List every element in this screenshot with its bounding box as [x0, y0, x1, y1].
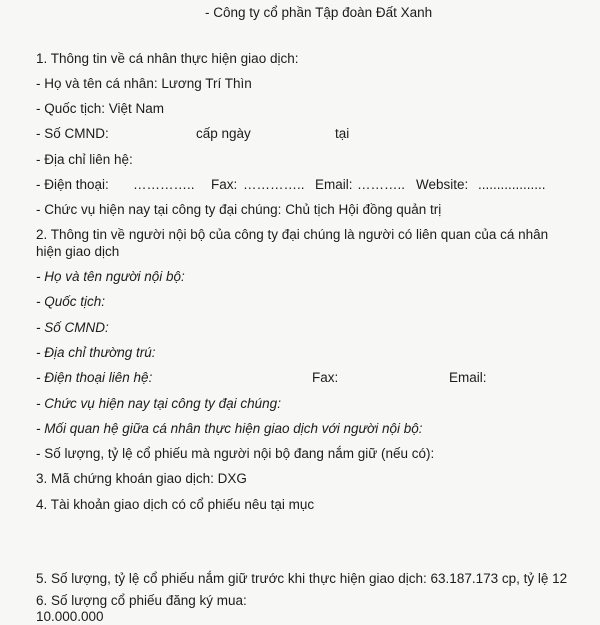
s1-position-label: - Chức vụ hiện nay tại công ty đại chúng:: [36, 202, 286, 217]
section-3-ticker: 3. Mã chứng khoán giao dịch: DXG: [36, 471, 247, 486]
section-6-partial: 6. Số lượng cổ phiếu đăng ký mua: 10.000.000: [36, 593, 247, 624]
s1-phone-label: - Điện thoại:: [36, 177, 109, 192]
s1-name-label: - Họ và tên cá nhân:: [36, 76, 162, 91]
s2-address-label: - Địa chỉ thường trú:: [36, 345, 156, 360]
section-2-heading-line1: 2. Thông tin về người nội bộ của công ty đại chúng là người có liên quan của cá nhân: [36, 227, 549, 242]
s2-name-label: - Họ và tên người nội bộ:: [36, 269, 185, 284]
s2-relation-label: - Mối quan hệ giữa cá nhân thực hiện giao dịch với người nội bộ:: [36, 421, 423, 436]
s1-nationality-value: Việt Nam: [108, 101, 165, 116]
s1-nationality-label: - Quốc tịch:: [36, 101, 109, 116]
s2-id-label: - Số CMND:: [36, 320, 109, 335]
s1-phone-dots: …………..: [133, 177, 195, 192]
s2-fax-label: Fax:: [312, 370, 339, 385]
s1-position-value: Chủ tịch Hội đồng quản trị: [285, 202, 442, 217]
section-1-heading: 1. Thông tin về cá nhân thực hiện giao dịch:: [36, 51, 299, 66]
s2-position-label: - Chức vụ hiện nay tại công ty đại chúng:: [36, 396, 281, 411]
section-4-account: 4. Tài khoản giao dịch có cổ phiếu nêu tại mục: [36, 497, 315, 512]
s1-address-label: - Địa chỉ liên hệ:: [36, 152, 133, 167]
header-company: - Công ty cổ phần Tập đoàn Đất Xanh: [205, 5, 433, 20]
section-5-holding: 5. Số lượng, tỷ lệ cổ phiếu nắm giữ trước khi thực hiện giao dịch: 63.187.173 cp, tỷ lệ 12: [36, 571, 568, 586]
s1-id-issue-date: cấp ngày: [196, 126, 251, 141]
section-2-heading-line2: hiện giao dịch: [36, 244, 120, 259]
s1-id-issue-place: tại: [335, 126, 350, 141]
s2-phone-label: - Điện thoại liên hệ:: [36, 370, 153, 385]
s1-nationality-row: [36, 101, 164, 117]
s1-fax-label: Fax:: [211, 177, 238, 192]
s1-name-row: [36, 76, 252, 92]
section-6-clipped: [36, 592, 256, 624]
s1-email-dots: ………..: [357, 177, 406, 192]
s1-fax-dots: …………..: [243, 177, 305, 192]
s2-shares-label: - Số lượng, tỷ lệ cổ phiếu mà người nội bộ đang nắm giữ (nếu có):: [36, 446, 435, 461]
s1-id-label: - Số CMND:: [36, 126, 109, 141]
s1-email-label: Email:: [315, 177, 353, 192]
s2-email-label: Email:: [449, 370, 487, 385]
s1-position-row: [36, 202, 441, 218]
s2-nationality-label: - Quốc tịch:: [36, 294, 106, 309]
s1-website-label: Website:: [416, 177, 469, 192]
s1-website-dots: ..................: [478, 177, 546, 192]
s1-name-value: Lương Trí Thìn: [161, 76, 252, 91]
